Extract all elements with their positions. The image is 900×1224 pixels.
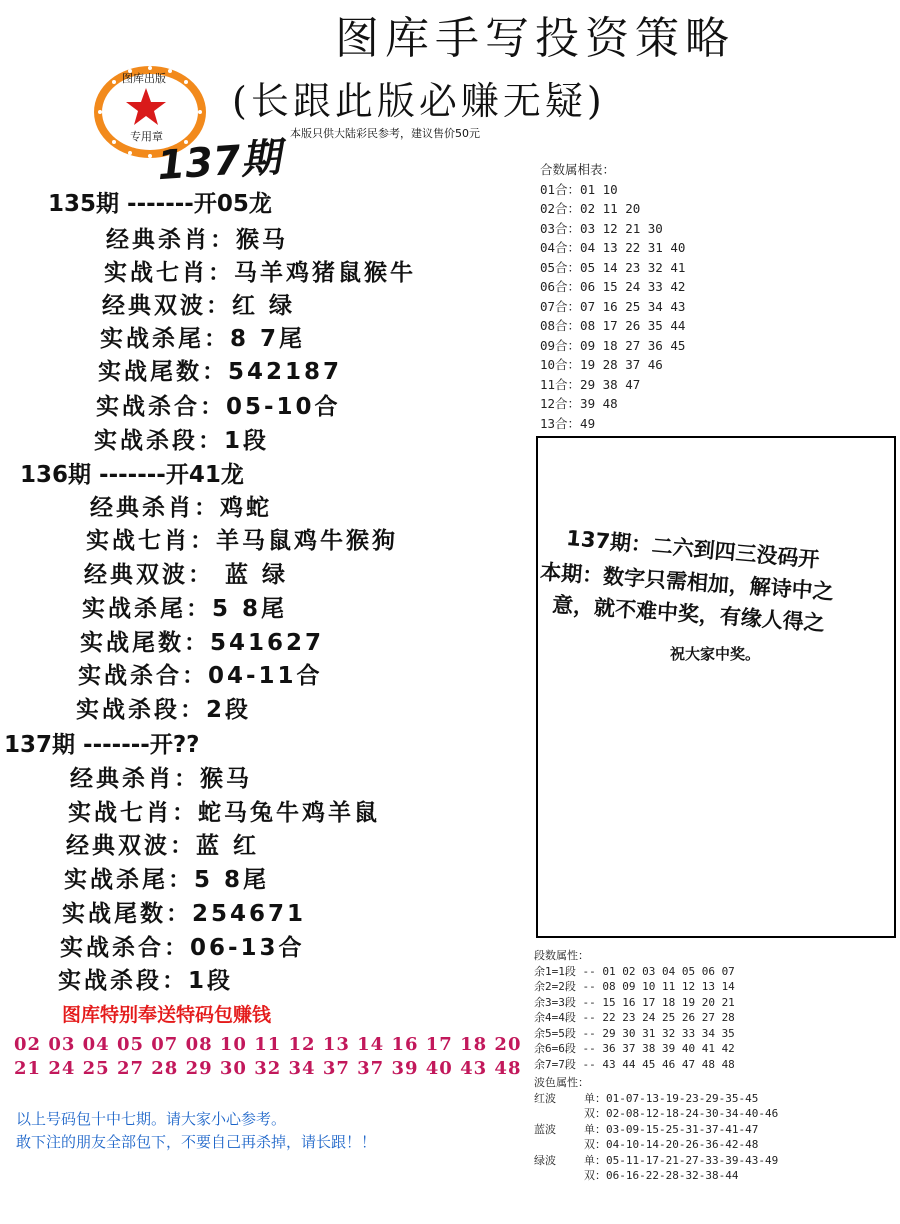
special-title: 图库特别奉送特码包赚钱: [62, 1004, 272, 1026]
wave-table: [534, 1075, 778, 1184]
period-137-row: 经典双波：蓝 红: [66, 833, 260, 859]
duan-table-row: 余1=1段 -- 01 02 03 04 05 06 07: [534, 964, 735, 978]
he-table-row: 03合：03 12 21 30: [540, 220, 663, 236]
he-table-row: 05合：05 14 23 32 41: [540, 259, 686, 275]
period-136-row: 实战杀段：2段: [76, 697, 252, 723]
period-137-row: 实战七肖：蛇马兔牛鸡羊鼠: [68, 800, 380, 826]
riddle-box: [536, 436, 896, 938]
duan-table-title: 段数属性：: [534, 949, 589, 962]
he-table-row: 13合：49: [540, 415, 596, 431]
duan-table-row: 余6=6段 -- 36 37 38 39 40 41 42: [534, 1042, 735, 1055]
period-137-head: 137期 -------开??: [4, 732, 200, 758]
period-136-row: 实战尾数：541627: [80, 630, 325, 656]
period-135-row: 实战尾数：542187: [98, 359, 343, 385]
he-table-row: 12合：39 48: [540, 396, 618, 411]
page-subtitle: (长跟此版必赚无疑): [232, 79, 606, 123]
he-table-row: 11合：29 38 47: [540, 376, 641, 392]
period-136-row: 实战七肖：羊马鼠鸡牛猴狗: [86, 528, 398, 554]
he-table-row: 02合：02 11 20: [540, 201, 641, 216]
period-136-row: 经典双波： 蓝 绿: [84, 562, 289, 588]
period-135-row: 实战杀尾：8 7尾: [100, 326, 306, 352]
period-135-row: 实战杀合：05-10合: [96, 394, 341, 420]
he-table-title: 合数属相表：: [540, 162, 616, 177]
period-137-row: 实战杀段：1段: [58, 968, 234, 994]
duan-table-row: 余4=4段 -- 22 23 24 25 26 27 28: [534, 1011, 735, 1024]
period-135-row: 经典双波：红 绿: [102, 293, 296, 319]
he-table-row: 07合：07 16 25 34 43: [540, 298, 686, 314]
notice-line: 以上号码包十中七期。请大家小心参考。: [16, 1110, 287, 1128]
special-numbers-line: 02 03 04 05 07 08 10 11 12 13 14 16 17 18 20: [14, 1034, 522, 1055]
he-table-row: 09合：09 18 27 36 45: [540, 337, 686, 353]
period-135-row: 实战七肖：马羊鸡猪鼠猴牛: [104, 260, 416, 286]
page-title: 图库手写投资策略: [335, 13, 735, 64]
wave-table-row: 双：06-16-22-28-32-38-44: [584, 1169, 739, 1182]
wave-table-row: 蓝波 单：03-09-15-25-31-37-41-47: [534, 1122, 759, 1136]
period-136-row: 实战杀尾：5 8尾: [82, 596, 288, 622]
he-table-row: 01合：01 10: [540, 181, 618, 197]
riddle-line: 137期：二六到四三没码开: [565, 525, 821, 573]
period-135-row: 实战杀段：1段: [94, 428, 270, 454]
special-numbers-line: 21 24 25 27 28 29 30 32 34 37 37 39 40 43 48: [14, 1058, 522, 1079]
price-note: 本版只供大陆彩民参考，建议售价50元: [290, 127, 480, 140]
duan-table-row: 余7=7段 -- 43 44 45 46 47 48 48: [534, 1057, 735, 1071]
seal-text-bottom: 专用章: [130, 130, 163, 143]
riddle-line: 本期：数字只需相加，解诗中之: [539, 559, 835, 605]
bless-text: 祝大家中奖。: [670, 645, 761, 663]
duan-table-row: 余2=2段 -- 08 09 10 11 12 13 14: [534, 980, 735, 993]
period-137-row: 实战杀合：06-13合: [60, 935, 305, 961]
riddle-line: 意，就不难中奖，有缘人得之: [551, 592, 826, 636]
period-135-head: 135期 -------开05龙: [48, 191, 272, 217]
he-table-row: 06合：06 15 24 33 42: [540, 279, 686, 294]
wave-table-row: 绿波 单：05-11-17-21-27-33-39-43-49: [534, 1153, 779, 1167]
he-table-row: 10合：19 28 37 46: [540, 357, 663, 372]
he-table-row: 08合：08 17 26 35 44: [540, 318, 686, 333]
period-137-row: 实战杀尾：5 8尾: [64, 867, 270, 893]
seal-text-top: 图库出版: [122, 72, 166, 85]
period-135-row: 经典杀肖：猴马: [106, 227, 288, 253]
duan-table-row: 余3=3段 -- 15 16 17 18 19 20 21: [534, 995, 735, 1009]
notice-line: 敢下注的朋友全部包下，不要自己再杀掉，请长跟！！: [16, 1133, 377, 1151]
wave-table-row: 红波 单：01-07-13-19-23-29-35-45: [534, 1091, 759, 1105]
duan-table: [534, 948, 735, 1072]
he-table: [540, 160, 685, 433]
wave-table-title: 波色属性：: [534, 1076, 589, 1089]
period-137-row: 实战尾数：254671: [62, 901, 307, 927]
period-136-row: 经典杀肖：鸡蛇: [90, 495, 272, 521]
duan-table-row: 余5=5段 -- 29 30 31 32 33 34 35: [534, 1026, 735, 1040]
wave-table-row: 双：02-08-12-18-24-30-34-40-46: [584, 1107, 779, 1120]
period-136-row: 实战杀合：04-11合: [78, 663, 323, 689]
issue-number-handwritten: 137期: [155, 134, 283, 190]
period-137-row: 经典杀肖：猴马: [70, 766, 252, 792]
period-136-head: 136期 -------开41龙: [20, 462, 244, 488]
wave-table-row: 双：04-10-14-20-26-36-42-48: [584, 1138, 759, 1151]
he-table-row: 04合：04 13 22 31 40: [540, 240, 686, 255]
